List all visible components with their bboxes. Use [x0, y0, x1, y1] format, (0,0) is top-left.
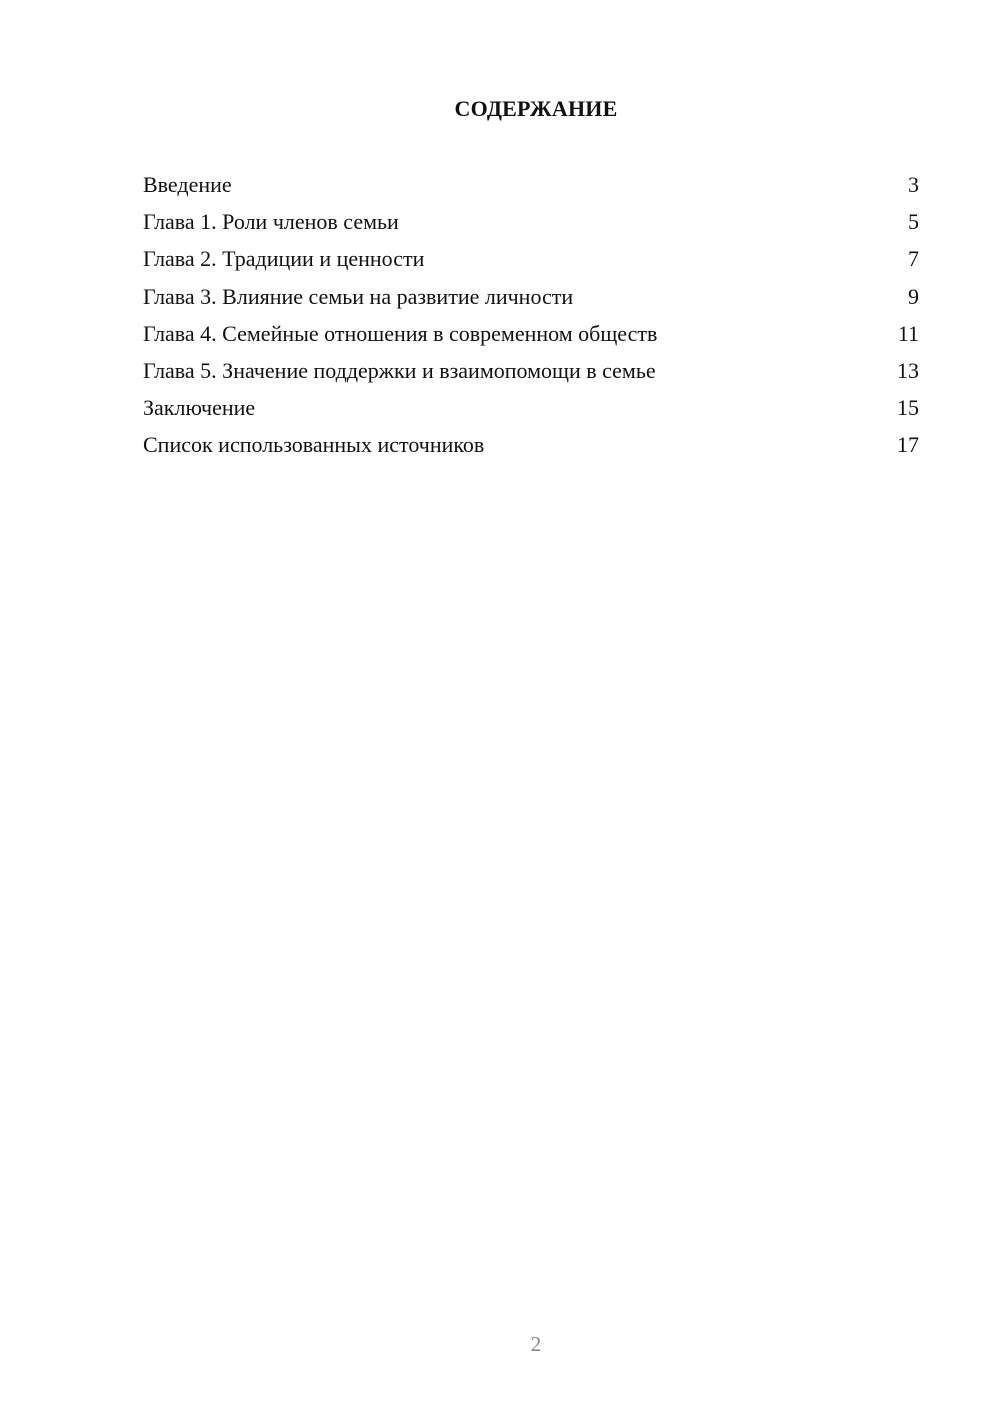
- page-number: 2: [530, 1332, 542, 1356]
- toc-entry-page: 7: [908, 246, 919, 272]
- toc-entry-conclusion[interactable]: [143, 393, 919, 430]
- toc-entry-label: Введение: [143, 172, 232, 197]
- toc-entry-references[interactable]: [143, 430, 919, 467]
- toc-entry-page: 5: [908, 209, 919, 235]
- page-title: СОДЕРЖАНИЕ: [454, 96, 618, 121]
- toc-entry-label: Глава 2. Традиции и ценности: [143, 246, 425, 272]
- toc-entry-page: 3: [908, 172, 919, 197]
- toc-entry-label: Список использованных источников: [143, 432, 485, 458]
- toc-entry-page: 15: [897, 395, 919, 421]
- toc-entry-chapter-2[interactable]: [143, 244, 919, 281]
- toc-entry-label: Глава 5. Значение поддержки и взаимопомощи в семье: [143, 357, 656, 383]
- toc-entry-chapter-5[interactable]: [143, 356, 919, 393]
- toc-entry-label: Заключение: [143, 395, 256, 421]
- toc-entry-page: 13: [897, 357, 919, 383]
- toc-entry-page: 17: [897, 432, 919, 458]
- toc-entry-chapter-3[interactable]: [143, 282, 919, 319]
- toc-entry-label: Глава 3. Влияние семьи на развитие личности: [143, 283, 574, 309]
- toc-entry-label: Глава 1. Роли членов семьи: [143, 209, 399, 235]
- toc-entry-chapter-1[interactable]: [143, 207, 919, 244]
- toc-entry-introduction[interactable]: [143, 170, 919, 207]
- toc-entry-page: 9: [908, 283, 919, 309]
- table-of-contents: [143, 170, 919, 468]
- toc-entry-label: Глава 4. Семейные отношения в современном обществ: [143, 320, 658, 346]
- toc-entry-chapter-4[interactable]: [143, 319, 919, 356]
- toc-entry-page: 11: [897, 320, 919, 346]
